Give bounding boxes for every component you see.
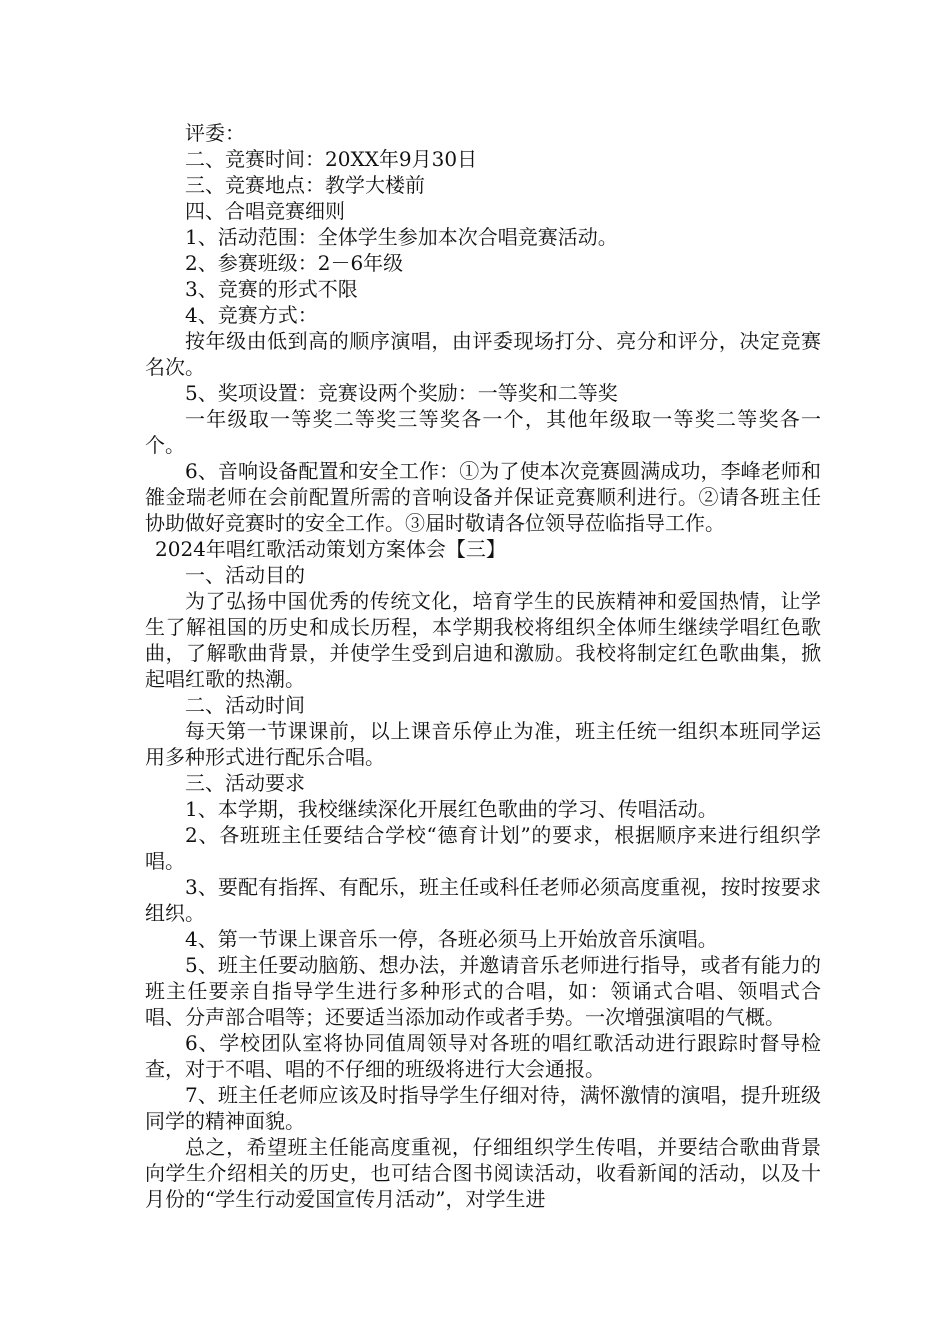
paragraph-purpose: 为了弘扬中国优秀的传统文化，培育学生的民族精神和爱国热情，让学生了解祖国的历史和成长历程，本学期我校将组织全体师生继续学唱红色歌曲，了解歌曲背景，并使学生受到启迪和激励。我校将制定红色歌曲集，掀起唱红歌的热潮。	[145, 589, 821, 691]
paragraph-requirement-3: 3、要配有指挥、有配乐，班主任或科任老师必须高度重视，按时按要求组织。	[145, 875, 821, 925]
paragraph-awards: 一年级取一等奖二等奖三等奖各一个，其他年级取一等奖二等奖各一个。	[145, 407, 821, 457]
paragraph-conclusion: 总之，希望班主任能高度重视，仔细组织学生传唱，并要结合歌曲背景向学生介绍相关的历史，也可结合图书阅读活动，收看新闻的活动，以及十月份的“学生行动爱国宣传月活动”，对学生进	[145, 1135, 821, 1211]
paragraph-rules-heading: 四、合唱竞赛细则	[185, 199, 345, 223]
paragraph-grades: 2、参赛班级：2－6年级	[185, 251, 404, 275]
paragraph-purpose-heading: 一、活动目的	[185, 563, 305, 587]
paragraph-competition-time: 二、竞赛时间：20XX年9月30日	[185, 147, 478, 171]
document-body	[145, 120, 821, 1212]
paragraph-scope: 1、活动范围：全体学生参加本次合唱竞赛活动。	[185, 225, 618, 249]
paragraph-awards-heading: 5、奖项设置：竞赛设两个奖励：一等奖和二等奖	[185, 381, 618, 405]
paragraph-requirement-6: 6、学校团队室将协同值周领导对各班的唱红歌活动进行跟踪时督导检查，对于不唱、唱的不仔细的班级将进行大会通报。	[145, 1031, 821, 1081]
paragraph-method-heading: 4、竞赛方式：	[185, 303, 318, 327]
paragraph-equipment-safety: 6、音响设备配置和安全工作：①为了使本次竞赛圆满成功，李峰老师和雒金瑞老师在会前配置所需的音响设备并保证竞赛顺利进行。②请各班主任协助做好竞赛时的安全工作。③届时敬请各位领导莅临指导工作。	[145, 459, 821, 535]
paragraph-requirement-5: 5、班主任要动脑筋、想办法，并邀请音乐老师进行指导，或者有能力的班主任要亲自指导学生进行多种形式的合唱，如：领诵式合唱、领唱式合唱、分声部合唱等；还要适当添加动作或者手势。一次增强演唱的气概。	[145, 953, 821, 1029]
paragraph-requirement-1: 1、本学期，我校继续深化开展红色歌曲的学习、传唱活动。	[185, 797, 718, 821]
paragraph-requirements-heading: 三、活动要求	[185, 771, 305, 795]
paragraph-method: 按年级由低到高的顺序演唱，由评委现场打分、亮分和评分，决定竞赛名次。	[145, 329, 821, 379]
paragraph-requirement-2: 2、各班班主任要结合学校“德育计划”的要求，根据顺序来进行组织学唱。	[145, 823, 821, 873]
paragraph-format: 3、竞赛的形式不限	[185, 277, 358, 301]
paragraph-competition-location: 三、竞赛地点：教学大楼前	[185, 173, 425, 197]
paragraph-requirement-4: 4、第一节课上课音乐一停，各班必须马上开始放音乐演唱。	[185, 927, 718, 951]
paragraph-requirement-7: 7、班主任老师应该及时指导学生仔细对待，满怀激情的演唱，提升班级同学的精神面貌。	[145, 1083, 821, 1133]
section-title: 2024年唱红歌活动策划方案体会【三】	[155, 537, 506, 561]
paragraph-time-heading: 二、活动时间	[185, 693, 305, 717]
paragraph-judges: 评委：	[185, 121, 245, 145]
paragraph-time: 每天第一节课课前，以上课音乐停止为准，班主任统一组织本班同学运用多种形式进行配乐合唱。	[145, 719, 821, 769]
